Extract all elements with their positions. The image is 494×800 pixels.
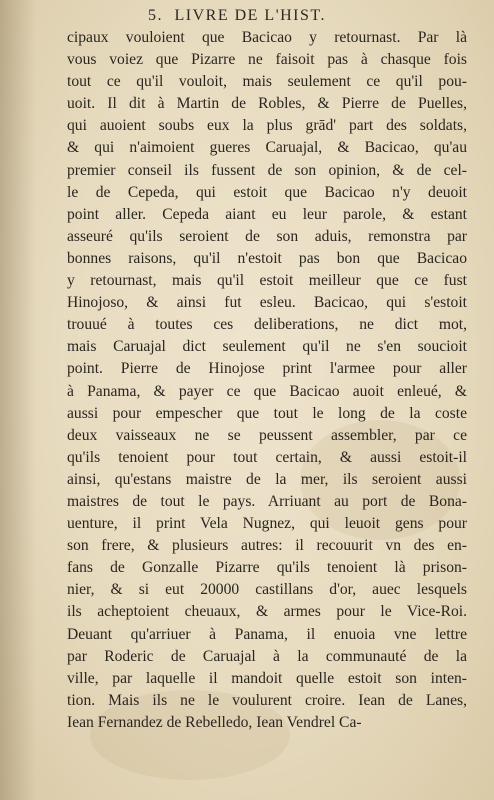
text-line: Hinojoso, & ainsi fut esleu. Bacicao, qui s'estoit xyxy=(67,294,467,312)
text-line: mais Caruajal dict seulement qu'il ne s'en soucioit xyxy=(67,338,467,356)
text-line: ils acheptoient cheuaux, & armes pour le Vice-Roi. xyxy=(67,603,467,621)
text-line: premier conseil ils fussent de son opinion, & de cel- xyxy=(67,161,467,179)
text-line: deux vaisseaux ne se peussent assembler, par ce xyxy=(67,426,467,444)
running-head xyxy=(148,7,326,25)
text-line: à Panama, & payer ce que Bacicao auoit enleué, & xyxy=(67,382,467,400)
text-line: par Roderic de Caruajal à la communauté de la xyxy=(67,647,467,665)
text-line: tout ce qu'il vouloit, mais seulement ce qu'il pou- xyxy=(67,73,467,91)
text-line: son frere, & plusieurs autres: il recouurit vn des en- xyxy=(67,537,467,555)
text-line: aussi pour empescher que tout le long de la coste xyxy=(67,404,467,422)
text-line: asseuré qu'ils seroient de son aduis, remonstra par xyxy=(67,227,467,245)
text-line: qui auoient soubs eux la plus grād' part des soldats, xyxy=(67,117,467,135)
text-line: qu'ils tenoient pour tout certain, & aussi estoit-il xyxy=(67,448,467,466)
text-line: fans de Gonzalle Pizarre qu'ils tenoient là prison- xyxy=(67,559,467,577)
text-line: le de Cepeda, qui estoit que Bacicao n'y deuoit xyxy=(67,183,467,201)
text-line: & qui n'aimoient gueres Caruajal, & Bacicao, qu'au xyxy=(67,139,467,157)
page-folio: 5. xyxy=(148,7,163,24)
running-head-title: LIVRE DE L'HIST. xyxy=(174,7,326,24)
text-line: trouué à toutes ces deliberations, ne dict mot, xyxy=(67,316,467,334)
text-line: cipaux vouloient que Bacicao y retournast. Par là xyxy=(67,29,467,46)
text-line: Iean Fernandez de Rebelledo, Iean Vendrel Ca- xyxy=(67,713,362,731)
text-line: maistres de tout le pays. Arriuant au port de Bona- xyxy=(67,492,467,510)
gutter-shadow xyxy=(0,0,36,800)
text-line: bonnes raisons, qu'il n'estoit pas bon que Bacicao xyxy=(67,249,467,267)
text-line: y retournast, mais qu'il estoit meilleur que ce fust xyxy=(67,272,467,290)
text-line: uenture, il print Vela Nugnez, qui leuoit gens pour xyxy=(67,515,467,533)
text-line: ville, par laquelle il mandoit quelle estoit son inten- xyxy=(67,669,467,687)
text-line: tion. Mais ils ne le voulurent croire. Iean de Lanes, xyxy=(67,691,467,709)
text-line: uoit. Il dit à Martin de Robles, & Pierre de Puelles, xyxy=(67,95,467,113)
text-line: vous voiez que Pizarre ne faisoit pas à chasque fois xyxy=(67,51,467,69)
text-line: nier, & si eut 20000 castillans d'or, auec lesquels xyxy=(67,581,467,599)
text-line: point. Pierre de Hinojose print l'armee pour aller xyxy=(67,360,467,378)
text-line: ainsi, qu'estans maistre de la mer, ils seroient aussi xyxy=(67,470,467,488)
text-line: point aller. Cepeda aiant eu leur parole, & estant xyxy=(67,205,467,223)
text-line: Deuant qu'arriuer à Panama, il enuoia vne lettre xyxy=(67,625,467,643)
body-text xyxy=(67,27,467,734)
